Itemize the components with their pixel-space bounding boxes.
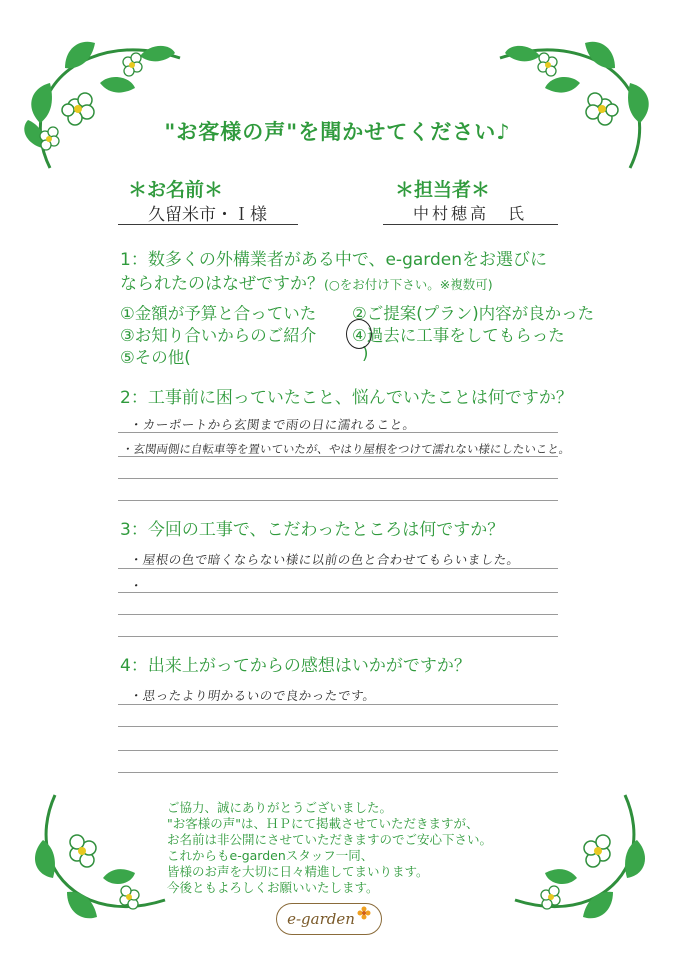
answer-line	[118, 592, 558, 593]
logo-text: e-garden	[287, 910, 355, 928]
question-1-note: (○をお付け下さい。※複数可)	[324, 277, 493, 292]
question-2: 2：工事前に困っていたこと、悩んでいたことは何ですか？	[120, 388, 573, 408]
thanks-line: ご協力、誠にありがとうございました。	[167, 800, 393, 815]
staff-value: 中村穂高 氏	[413, 204, 528, 223]
question-3: 3：今回の工事で、こだわったところは何ですか？	[120, 520, 505, 540]
answer-line	[118, 500, 558, 501]
thanks-line: お名前は非公開にさせていただきますのでご安心下さい。	[167, 832, 493, 847]
name-value: 久留米市・Ｉ様	[148, 205, 267, 224]
question-4: 4：出来上がってからの感想はいかがですか？	[120, 656, 471, 676]
answer-3-line-2: ・	[128, 578, 144, 593]
option-3: ③お知り合いからのご紹介	[120, 326, 317, 345]
answer-line	[118, 478, 558, 479]
option-5-close: )	[362, 344, 369, 363]
answer-line	[118, 704, 558, 705]
question-1-line-1: 1：数多くの外構業者がある中で、e-gardenをお選びに	[120, 250, 547, 270]
page-title: "お客様の声"を聞かせてください♪	[164, 120, 511, 144]
answer-line	[118, 726, 558, 727]
option-4: ④過去に工事をしてもらった	[352, 326, 565, 345]
selected-option-circle	[346, 319, 372, 349]
corner-flowers-top-right	[490, 28, 660, 178]
thanks-line: 今後ともよろしくお願いいたします。	[167, 880, 379, 895]
option-2: ②ご提案(プラン)内容が良かった	[352, 304, 595, 323]
staff-label: ＊担当者＊	[395, 179, 491, 201]
corner-flowers-top-left	[20, 28, 190, 178]
thanks-line: これからもe-gardenスタッフ一同、	[167, 848, 374, 863]
question-1	[120, 248, 547, 297]
thanks-line: 皆様のお声を大切に日々精進してまいります。	[167, 864, 429, 879]
option-5: ⑤その他(	[120, 348, 191, 367]
answer-line	[118, 772, 558, 773]
answer-2-line-2: ・玄関両側に自転車等を置いていたが、やはり屋根をつけて濡れない様にしたいこと。	[121, 442, 572, 456]
corner-flowers-bottom-left	[25, 790, 175, 930]
answer-line	[118, 636, 558, 637]
answer-2-line-1: ・カーポートから玄関まで雨の日に濡れること。	[128, 417, 417, 432]
thanks-line: "お客様の声"は、ＨＰにて掲載させていただきますが、	[167, 816, 479, 831]
e-garden-logo	[276, 903, 382, 935]
name-field	[118, 198, 298, 225]
question-1-line-2	[120, 272, 547, 297]
staff-field	[383, 198, 558, 225]
thanks-message	[167, 800, 492, 896]
name-label: ＊お名前＊	[128, 179, 224, 201]
answer-4-line-1: ・思ったより明かるいので良かったです。	[128, 688, 377, 703]
flower-icon	[357, 906, 371, 920]
question-1-line-2-text: なられたのはなぜですか？	[120, 274, 324, 294]
answer-3-line-1: ・屋根の色で暗くならない様に以前の色と合わせてもらいました。	[128, 552, 521, 567]
answer-line	[118, 614, 558, 615]
answer-line	[118, 568, 558, 569]
corner-flowers-bottom-right	[505, 790, 655, 930]
option-1: ①金額が予算と合っていた	[120, 304, 317, 323]
answer-line	[118, 750, 558, 751]
